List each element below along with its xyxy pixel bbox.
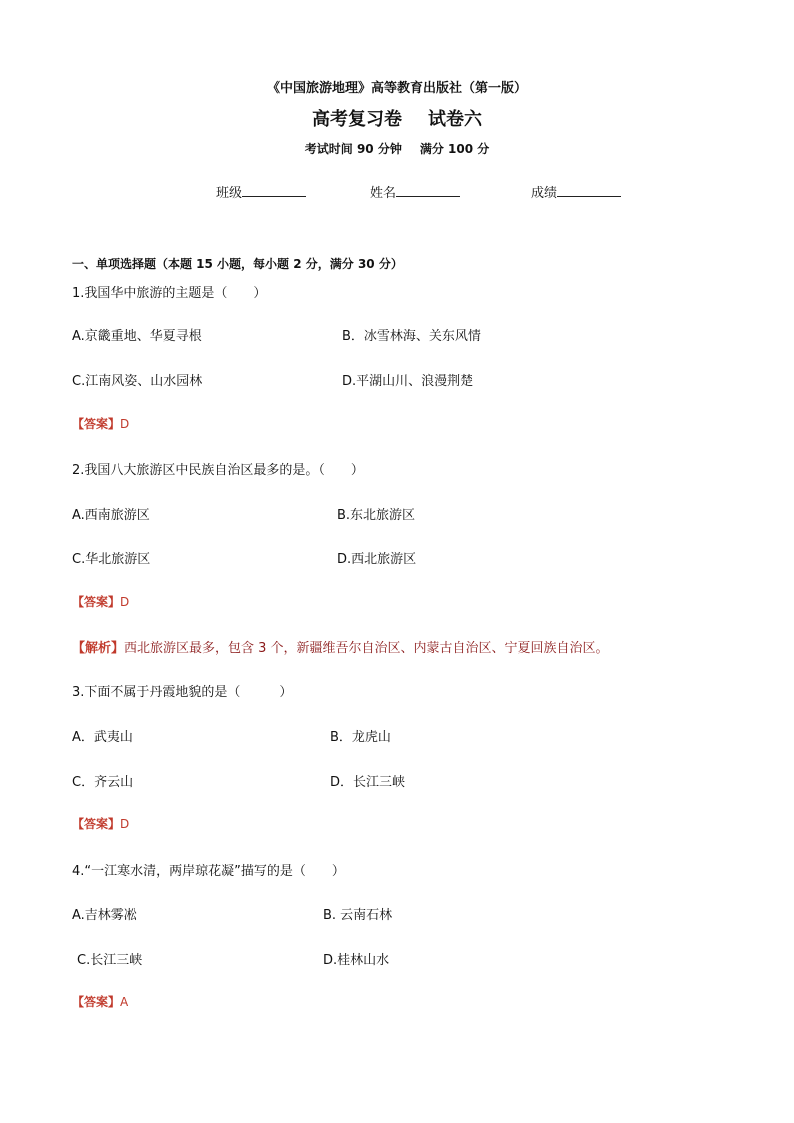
option-1c: C.江南风姿、山水园林 xyxy=(72,374,203,389)
option-3a: A．武夷山 xyxy=(72,730,133,745)
question-4: 4.“一江寒水清，两岸琼花凝”描写的是（ ） xyxy=(72,864,345,879)
explanation-2-text: 西北旅游区最多，包含 3 个，新疆维吾尔自治区、内蒙古自治区、宁夏回族自治区。 xyxy=(124,641,609,656)
class-field[interactable] xyxy=(216,182,306,201)
class-label: 班级 xyxy=(216,186,243,201)
answer-3-value: D xyxy=(120,817,130,831)
answer-4-label: 【答案】 xyxy=(72,995,121,1009)
option-2c: C.华北旅游区 xyxy=(72,552,151,567)
question-3: 3.下面不属于丹霞地貌的是（ ） xyxy=(72,685,293,700)
option-4d: D.桂林山水 xyxy=(323,953,390,968)
answer-3 xyxy=(72,815,129,832)
answer-1-label: 【答案】 xyxy=(72,417,121,431)
option-2d: D.西北旅游区 xyxy=(337,552,417,567)
explanation-2-label: 【解析】 xyxy=(72,641,125,656)
option-2a: A.西南旅游区 xyxy=(72,508,150,523)
name-label: 姓名 xyxy=(370,186,397,201)
answer-2-label: 【答案】 xyxy=(72,595,121,609)
option-4c: C.长江三峡 xyxy=(77,953,143,968)
answer-1-value: D xyxy=(120,417,130,431)
option-3d: D．长江三峡 xyxy=(330,775,406,790)
full-score: 满分 100 分 xyxy=(419,142,490,156)
name-field[interactable] xyxy=(370,182,460,201)
class-blank[interactable] xyxy=(242,184,306,197)
answer-1 xyxy=(72,415,129,432)
question-2: 2.我国八大旅游区中民族自治区最多的是。（ ） xyxy=(72,463,364,478)
option-1d: D.平湖山川、浪漫荆楚 xyxy=(342,374,474,389)
option-4b: B. 云南石林 xyxy=(323,908,393,923)
answer-2-value: D xyxy=(120,595,130,609)
answer-4-value: A xyxy=(120,995,129,1009)
score-field[interactable] xyxy=(531,182,621,201)
answer-3-label: 【答案】 xyxy=(72,817,121,831)
question-1: 1.我国华中旅游的主题是（ ） xyxy=(72,286,267,301)
option-1a: A.京畿重地、华夏寻根 xyxy=(72,329,202,344)
option-3b: B．龙虎山 xyxy=(330,730,391,745)
section-title: 一、单项选择题（本题 15 小题，每小题 2 分，满分 30 分） xyxy=(72,257,403,271)
explanation-2 xyxy=(72,637,609,656)
answer-2 xyxy=(72,593,129,610)
answer-4 xyxy=(72,993,128,1010)
option-2b: B.东北旅游区 xyxy=(337,508,416,523)
exam-info xyxy=(0,140,794,157)
score-label: 成绩 xyxy=(531,186,558,201)
exam-title-right: 试卷六 xyxy=(428,109,482,130)
exam-title-left: 高考复习卷 xyxy=(312,109,402,130)
name-blank[interactable] xyxy=(396,184,460,197)
exam-time: 考试时间 90 分钟 xyxy=(304,142,402,156)
option-1b: B．冰雪林海、关东风情 xyxy=(342,329,481,344)
exam-title xyxy=(0,105,794,131)
option-3c: C．齐云山 xyxy=(72,775,134,790)
book-title: 《中国旅游地理》高等教育出版社（第一版） xyxy=(266,81,527,96)
option-4a: A.吉林雾凇 xyxy=(72,908,137,923)
score-blank[interactable] xyxy=(557,184,621,197)
